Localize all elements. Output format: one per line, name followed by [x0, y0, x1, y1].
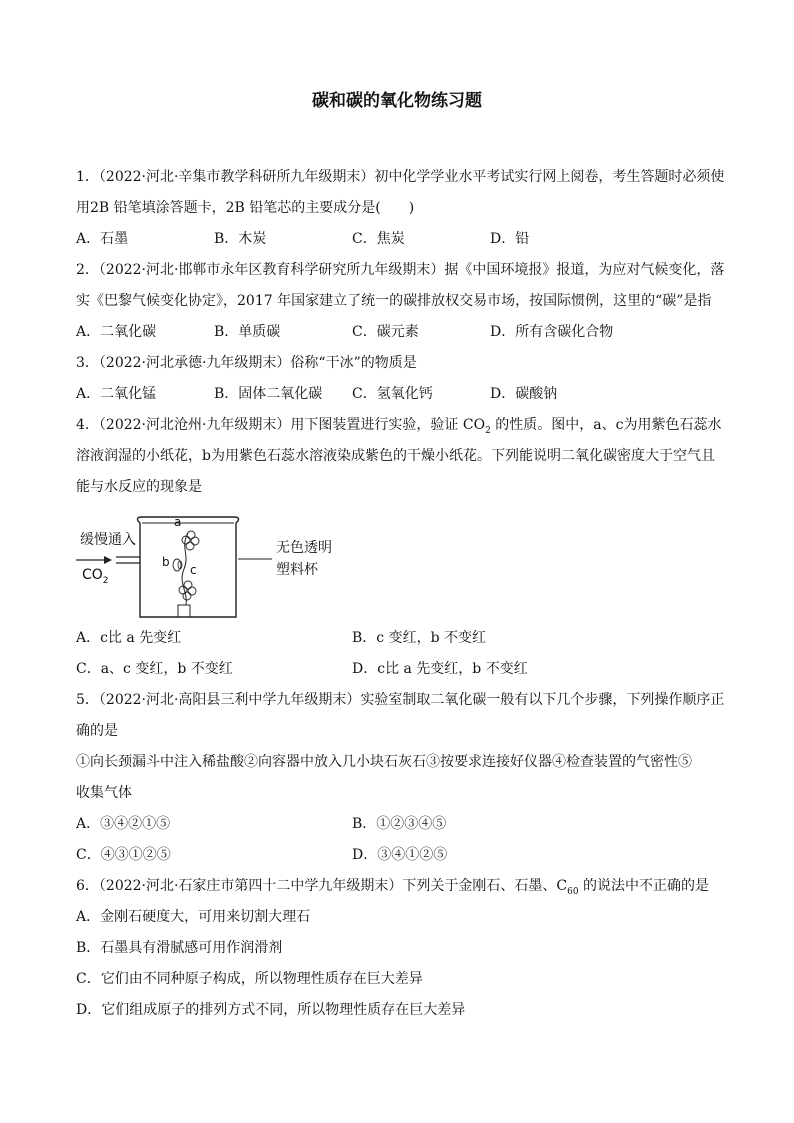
option-d: D．所有含碳化合物	[490, 324, 614, 340]
option-c: C．碳元素	[352, 324, 419, 340]
question-list	[76, 162, 725, 1026]
flower-b-label: b	[162, 555, 170, 569]
option-d: D．铅	[490, 231, 530, 247]
stand-base	[178, 605, 190, 617]
question-text: 1．（2022·河北·辛集市教学科研所九年级期末）初中化学学业水平考试实行网上阅卷，考生答题时必须使	[76, 169, 725, 185]
option-a: A．二氧化碳	[76, 324, 157, 340]
gas-label	[82, 567, 109, 586]
question-text-part: 的性质。图中，a、c为用紫色石蕊水	[490, 417, 722, 433]
flower-c-label: c	[190, 563, 197, 577]
question-6	[76, 871, 720, 1026]
option-a: A．③④②①⑤	[76, 816, 171, 832]
options-row	[76, 623, 720, 654]
question-5	[76, 685, 725, 871]
apparatus-diagram	[76, 503, 720, 623]
question-text-part: 6．（2022·河北·石家庄市第四十二中学九年级期末）下列关于金刚石、石墨、C	[76, 878, 568, 894]
gas-label-text: CO	[82, 567, 103, 583]
flow-arrow-head	[104, 556, 112, 564]
option-d: D．它们组成原子的排列方式不同，所以物理性质存在巨大差异	[76, 1002, 466, 1018]
option-c: C．氢氧化钙	[352, 386, 433, 402]
question-text: 能与水反应的现象是	[76, 479, 202, 495]
options-row	[76, 840, 720, 871]
option-b: B．木炭	[214, 231, 267, 247]
question-text	[76, 871, 720, 902]
subscript: 2	[102, 575, 109, 586]
cup-label-line2: 塑料杯	[276, 562, 318, 578]
question-text: 用2B 铅笔填涂答题卡，2B 铅笔芯的主要成分是( )	[76, 200, 415, 216]
question-3	[76, 348, 720, 410]
option-c: C．焦炭	[352, 231, 405, 247]
question-text-part: 4．（2022·河北沧州·九年级期末）用下图装置进行实验，验证 CO	[76, 417, 486, 433]
option-a: A．金刚石硬度大，可用来切割大理石	[76, 909, 311, 925]
option-b: B．石墨具有滑腻感可用作润滑剂	[76, 940, 283, 956]
subscript: 60	[567, 886, 579, 897]
question-text: 实《巴黎气候变化协定》，2017 年国家建立了统一的碳排放权交易市场，按国际惯例，这里的“碳”是指	[76, 293, 712, 309]
question-text: 3．（2022·河北承德·九年级期末）俗称“干冰”的物质是	[76, 355, 417, 371]
option-a: A．石墨	[76, 231, 129, 247]
option-a: A．二氧化锰	[76, 386, 157, 402]
option-d: D．③④①②⑤	[352, 847, 448, 863]
option-d: D．c比 a 先变红，b 不变红	[352, 661, 528, 677]
question-text: 确的是	[76, 723, 118, 739]
option-c: C．④③①②⑤	[76, 847, 171, 863]
input-label: 缓慢通入	[80, 532, 136, 548]
question-text: 收集气体	[76, 785, 132, 801]
option-c: C．a、c 变红，b 不变红	[76, 661, 233, 677]
options-row	[76, 379, 720, 410]
question-text: ①向长颈漏斗中注入稀盐酸②向容器中放入几小块石灰石③按要求连接好仪器④检查装置的气密性⑤	[76, 754, 692, 770]
subscript: 2	[485, 425, 491, 436]
option-b: B．单质碳	[214, 324, 281, 340]
experiment-figure	[76, 503, 720, 623]
question-4	[76, 410, 720, 685]
question-2	[76, 255, 725, 348]
option-a: A．c比 a 先变红	[76, 630, 182, 646]
options-row	[76, 654, 720, 685]
question-text	[76, 410, 720, 441]
options-row	[76, 317, 720, 348]
option-d: D．碳酸钠	[490, 386, 558, 402]
flower-c	[179, 581, 196, 600]
question-text: 2．（2022·河北·邯郸市永年区教育科学研究所九年级期末）据《中国环境报》报道，为应对气候变化，落	[76, 262, 725, 278]
options-row	[76, 224, 720, 255]
option-b: B．固体二氧化碳	[214, 386, 323, 402]
option-b: B．c 变红，b 不变红	[352, 630, 486, 646]
question-1	[76, 162, 725, 255]
flower-a-label: a	[174, 515, 182, 529]
options-row	[76, 809, 720, 840]
question-text: 溶液润湿的小纸花，b为用紫色石蕊水溶液染成紫色的干燥小纸花。下列能说明二氧化碳密度大于空气且	[76, 448, 715, 464]
cup-label-line1: 无色透明	[276, 540, 332, 556]
option-c: C．它们由不同种原子构成，所以物理性质存在巨大差异	[76, 971, 423, 987]
flower-b	[173, 559, 182, 571]
question-text: 5．（2022·河北·高阳县三利中学九年级期末）实验室制取二氧化碳一般有以下几个步骤，下列操作顺序正	[76, 692, 725, 708]
option-b: B．①②③④⑤	[352, 816, 447, 832]
question-text-part: 的说法中不正确的是	[578, 878, 710, 894]
page-title: 碳和碳的氧化物练习题	[312, 91, 482, 111]
